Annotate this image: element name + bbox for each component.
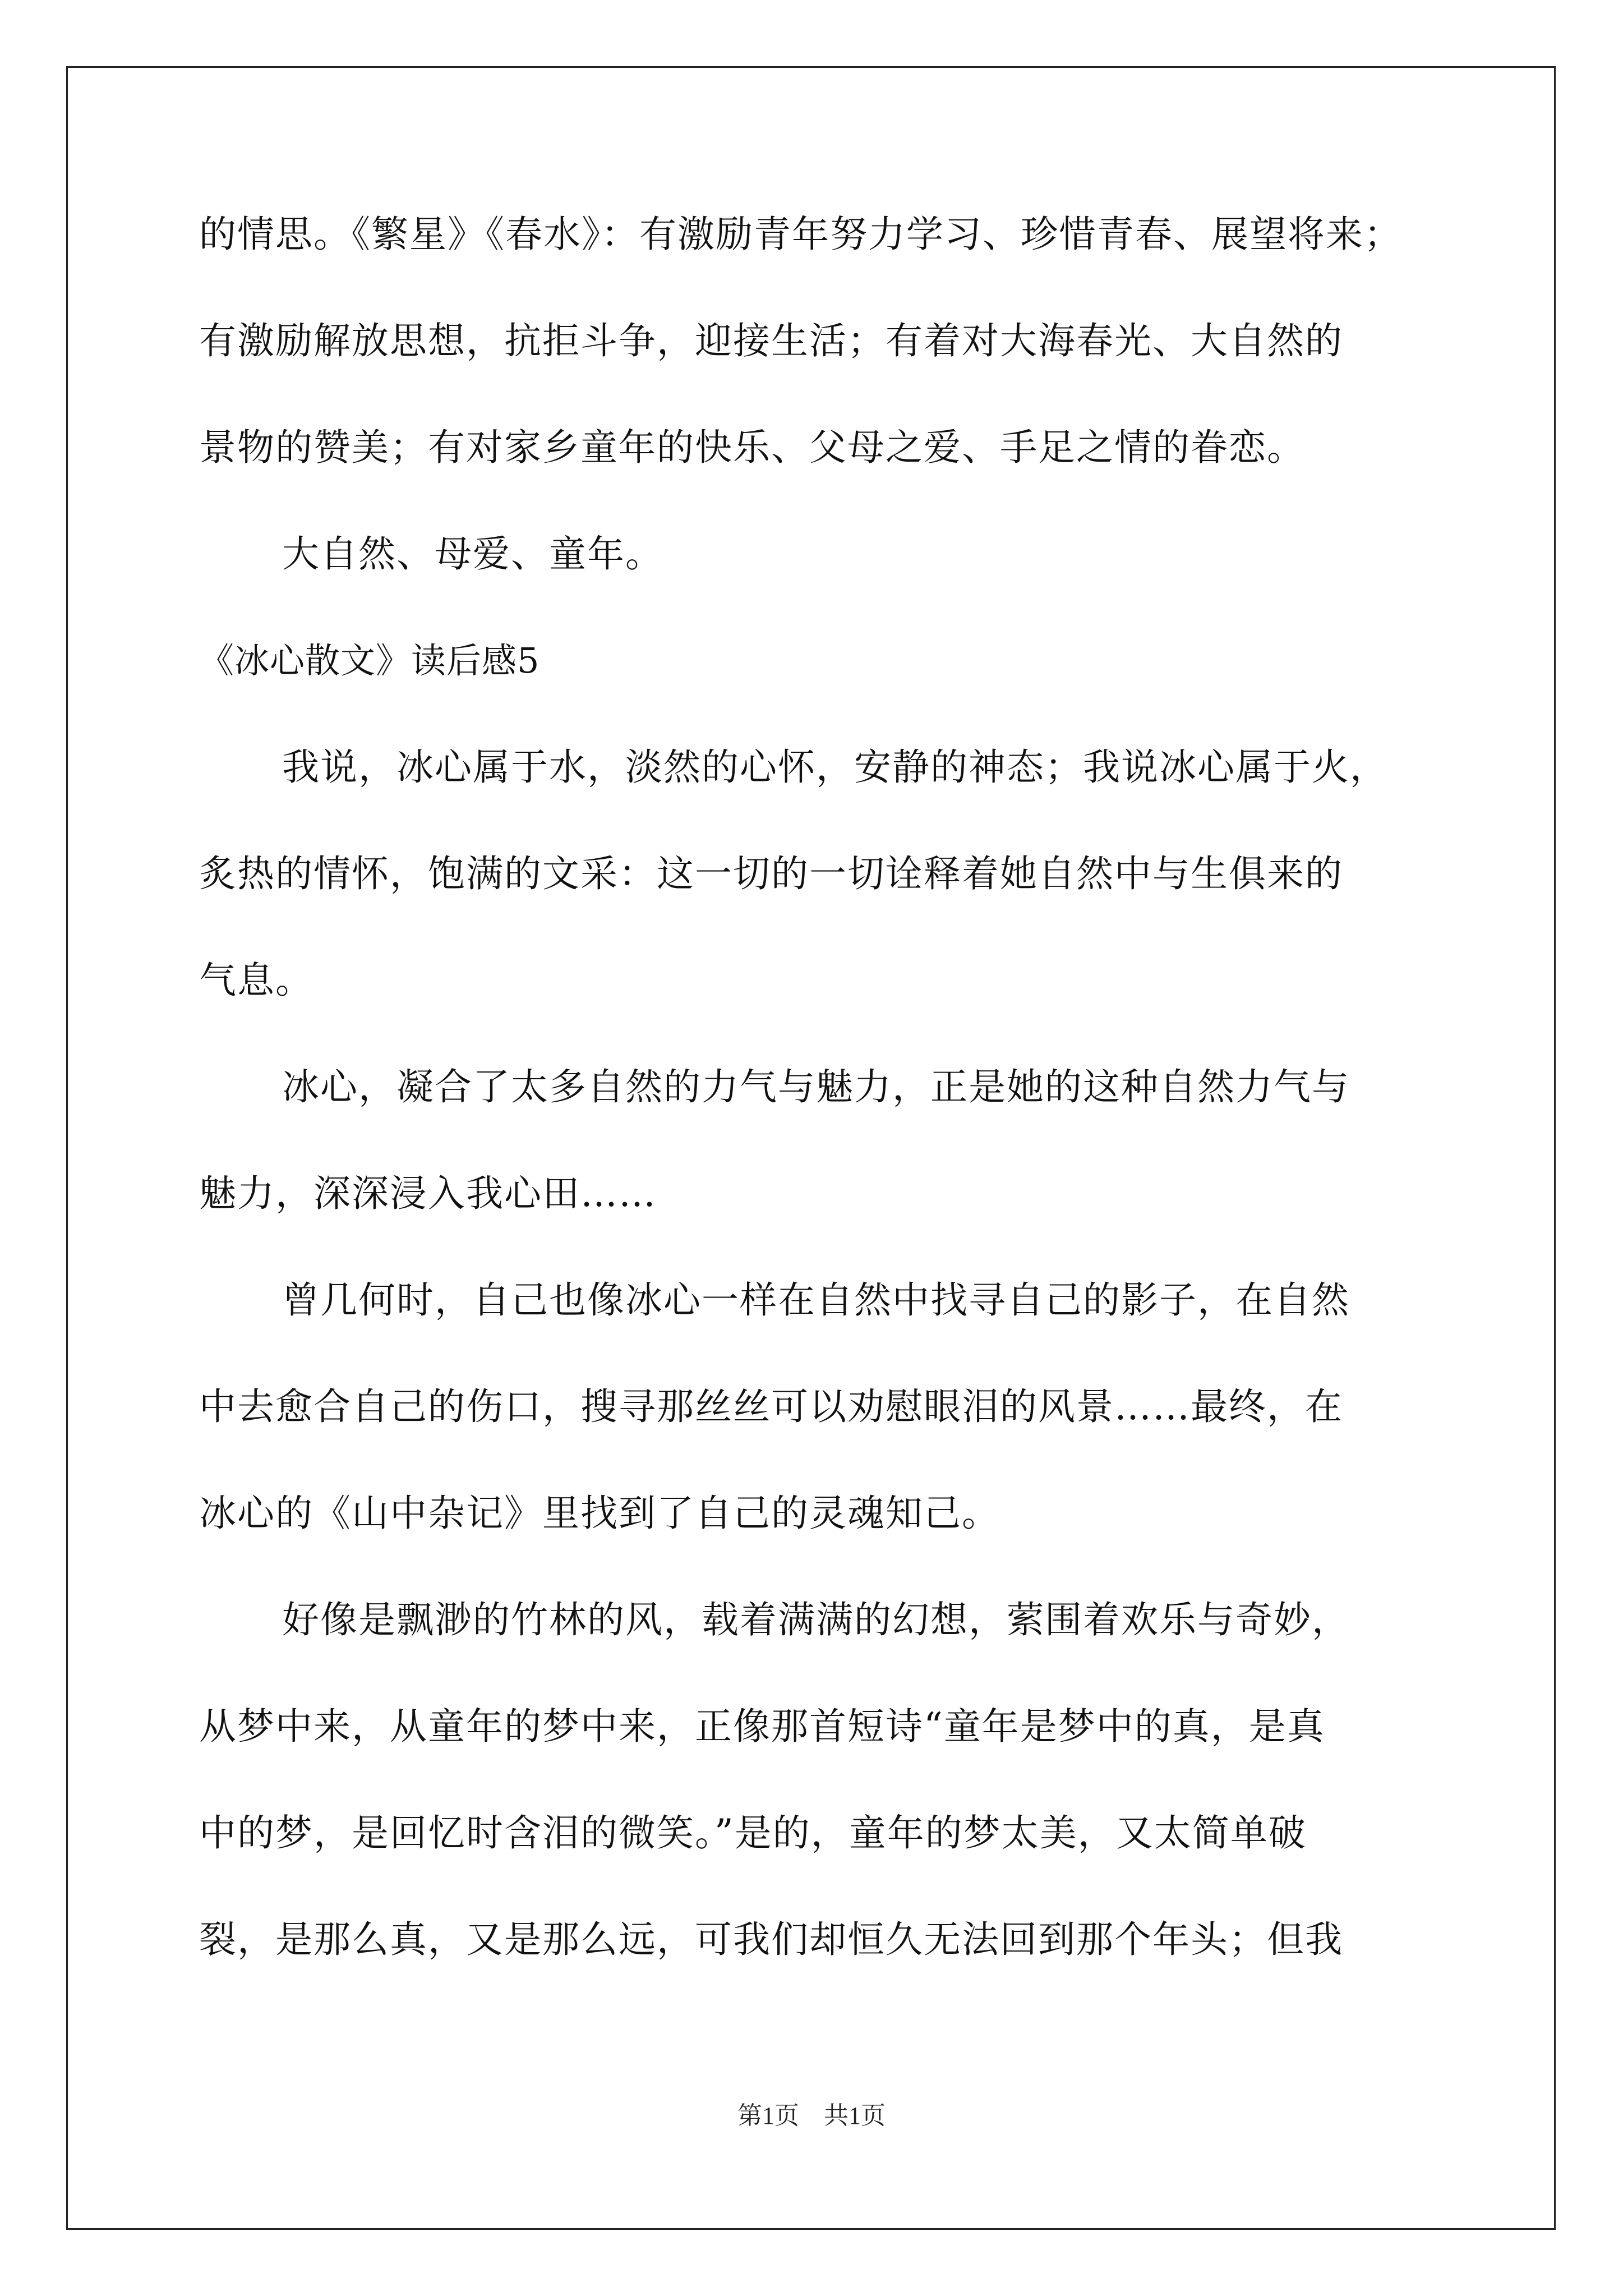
text-line-13: 冰心的《山中杂记》里找到了自己的灵魂知己。	[199, 1492, 1000, 1535]
text-line-16: 中的梦，是回忆时含泪的微笑。”是的，童年的梦太美，又太简单破	[199, 1811, 1307, 1855]
text-line-17: 裂，是那么真，又是那么远，可我们却恒久无法回到那个年头；但我	[199, 1918, 1343, 1961]
text-line-15: 从梦中来，从童年的梦中来，正像那首短诗“童年是梦中的真，是真	[199, 1705, 1325, 1748]
text-line-1: 的情思。《繁星》《春水》：有激励青年努力学习、珍惜青春、展望将来；	[199, 213, 1402, 256]
page-number: 第1页 共1页	[737, 2102, 886, 2129]
text-line-11: 曾几何时，自己也像冰心一样在自然中找寻自己的影子，在自然	[282, 1278, 1350, 1322]
text-line-2: 有激励解放思想，抗拒斗争，迎接生活；有着对大海春光、大自然的	[199, 319, 1343, 362]
text-line-3: 景物的赞美；有对家乡童年的快乐、父母之爱、手足之情的眷恋。	[199, 426, 1305, 469]
text-line-9: 冰心，凝合了太多自然的力气与魅力，正是她的这种自然力气与	[282, 1065, 1350, 1108]
text-line-8: 气息。	[199, 959, 313, 1002]
text-line-4: 大自然、母爱、童年。	[282, 532, 663, 576]
section-heading: 《冰心散文》读后感5	[199, 640, 540, 681]
page-footer	[0, 2095, 1623, 2131]
text-line-14: 好像是飘渺的竹林的风，载着满满的幻想，萦围着欢乐与奇妙，	[282, 1598, 1350, 1641]
text-line-12: 中去愈合自己的伤口，搜寻那丝丝可以劝慰眼泪的风景……最终，在	[199, 1385, 1343, 1428]
text-line-10: 魅力，深深浸入我心田……	[199, 1172, 657, 1215]
text-line-6: 我说，冰心属于水，淡然的心怀，安静的神态；我说冰心属于火，	[282, 746, 1388, 789]
text-line-7: 炙热的情怀，饱满的文采：这一切的一切诠释着她自然中与生俱来的	[199, 852, 1343, 895]
document-body	[199, 213, 1433, 2028]
